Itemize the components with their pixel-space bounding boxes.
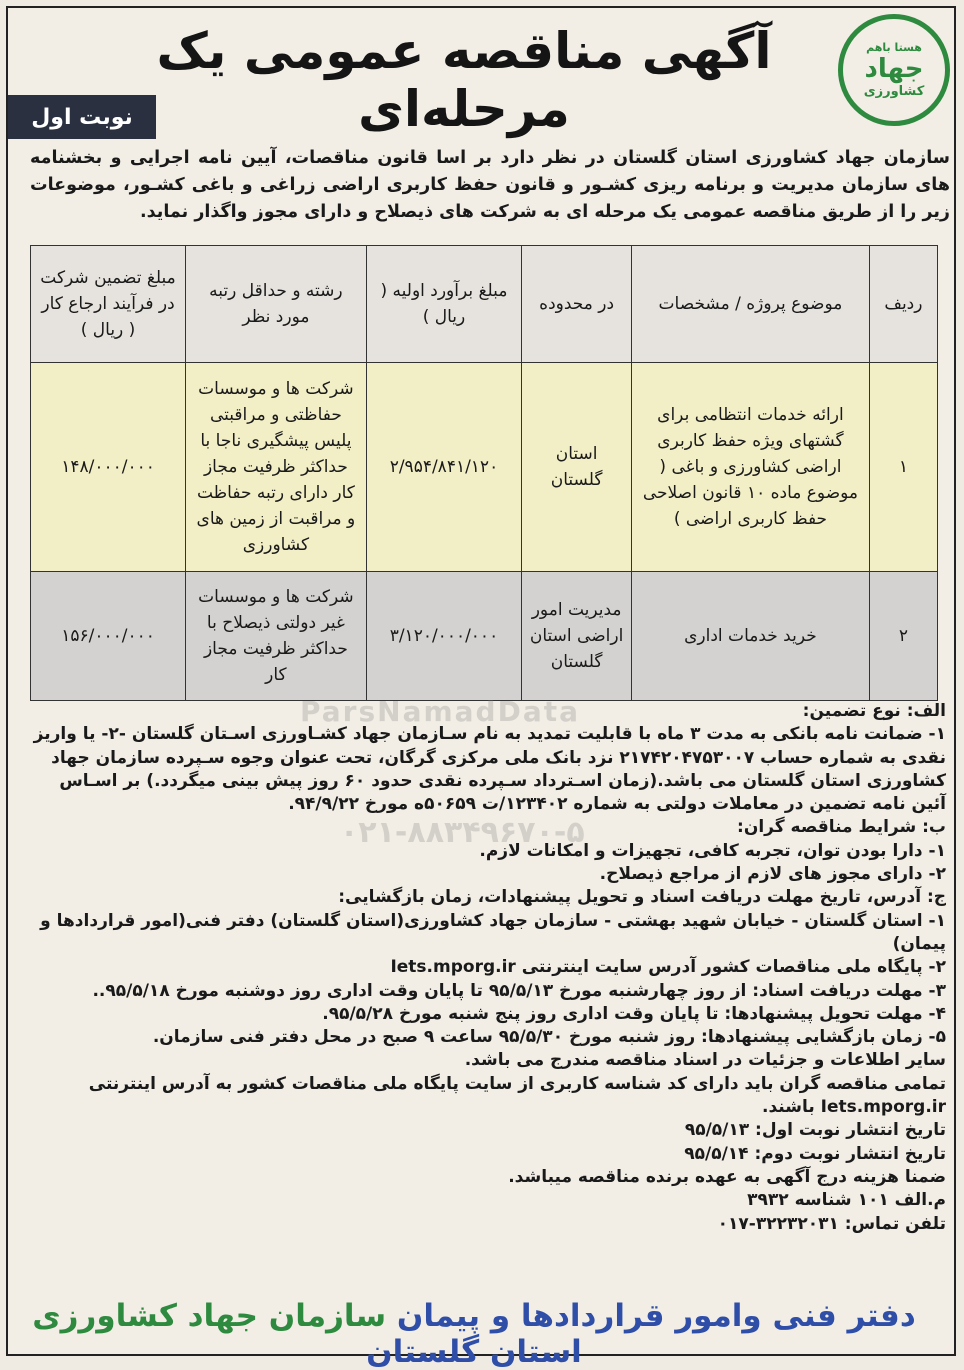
table-header-row bbox=[31, 246, 938, 363]
logo-main-text: جهاد bbox=[864, 54, 924, 84]
footer-province: استان گلستان bbox=[366, 1334, 582, 1370]
row-no: ۲ bbox=[869, 572, 937, 701]
row-estimate: ۲/۹۵۴/۸۴۱/۱۲۰ bbox=[366, 363, 521, 572]
reference-id: م.الف ۱۰۱ شناسه ۳۹۳۲ bbox=[747, 1190, 946, 1211]
intro-paragraph: سازمان جهاد کشاورزی استان گلستان در نظر دارد بر اسا قانون مناقصات، آیین نامه اجرایی و بخشنامه های سازمان مدیریت و برنامه ریزی کشـور و قانون حفظ کاربری اراضی زراغی و باغی کشـور، موضوعات زیر را از طریق مناقصه عمومی یک مرحله ای به شرکت های ذیصلاح و دارای مجوز واگذار نماید. bbox=[30, 148, 950, 222]
row-field: شرکت ها و موسسات حفاظتی و مراقبتی پلیس پیشگیری ناجا با حداکثر ظرفیت مجاز کار دارای رتبه حفاظت و مراقبت از زمین های کشاورزی bbox=[186, 363, 367, 572]
row-guarantee: ۱۵۶/۰۰۰/۰۰۰ bbox=[31, 572, 186, 701]
header-no: ردیف bbox=[869, 246, 937, 363]
logo-bottom-text: کشاورزی bbox=[863, 84, 925, 99]
row-subject: خرید خدمات اداری bbox=[632, 572, 870, 701]
footer-office: دفتر فنی وامور قراردادها و پیمان bbox=[396, 1298, 916, 1334]
conditions-heading: ب: شرایط مناقصه گران: bbox=[737, 817, 946, 838]
header-estimate: مبلغ برآورد اولیه ( ریال ) bbox=[366, 246, 521, 363]
info-line: تمامی مناقصه گران باید دارای کد شناسه کاربری از سایت پایگاه ملی مناقصات کشور به آدرس اینترنتی Iets.mporg.ir باشند. bbox=[88, 1073, 946, 1118]
address-item: ۳- مهلت دریافت اسناد: از روز چهارشنبه مورخ ۹۵/۵/۱۳ تا پایان وقت اداری روز دوشنبه مورخ ۹۵/۵/۱۸.. bbox=[92, 980, 946, 1001]
watermark-phone: ۰۲۱-۸۸۳۴۹۶۷۰-۵ bbox=[340, 815, 585, 850]
table-row bbox=[31, 363, 938, 572]
notice-title: آگهی مناقصه عمومی یک مرحله‌ای bbox=[156, 22, 772, 138]
header-guarantee: مبلغ تضمین شرکت در فرآیند ارجاع کار ( ریال ) bbox=[31, 246, 186, 363]
logo-top-text: هستا باهم bbox=[866, 41, 922, 54]
footer-org: سازمان جهاد کشاورزی bbox=[32, 1298, 387, 1334]
guarantee-heading: الف: نوع تضمین: bbox=[802, 701, 946, 721]
header-subject: موضوع پروژه / مشخصات bbox=[632, 246, 870, 363]
address-item: ۴- مهلت تحویل پیشنهادها: تا پایان وقت اداری روز پنج شنبه مورخ ۹۵/۵/۲۸. bbox=[322, 1003, 946, 1024]
guarantee-text: ۱- ضمانت نامه بانکی به مدت ۳ ماه با قابلیت تمدید به نام سـازمان جهاد کشـاورزی اسـتان گلستان -۲- یا واریز نقدی به شماره حساب ۲۱۷۴۲۰۴۷۵۳۰۰۷ نزد بانک ملی مرکزی گرگان، تحت عنوان وجوه سـپرده سازمان جهاد کشاورزی استان گلستان می باشد.(زمان اسـترداد سـپرده نقدی حدود ۶۰ روز پیش بینی میگردد.) بر اسـاس آئین نامه تضمین در معاملات دولتی به شماره ۱۲۳۴۰۲/ت ۵۰۶۵۹ه مورخ ۹۴/۹/۲۲. bbox=[33, 724, 946, 815]
row-no: ۱ bbox=[869, 363, 937, 572]
condition-item: ۱- دارا بودن توان، تجربه کافی، تجهیزات و امکانات لازم. bbox=[479, 840, 946, 861]
footer-banner bbox=[14, 1298, 934, 1370]
table-row bbox=[31, 572, 938, 701]
row-area: استان گلستان bbox=[522, 363, 632, 572]
row-guarantee: ۱۴۸/۰۰۰/۰۰۰ bbox=[31, 363, 186, 572]
address-heading: ج: آدرس، تاریخ مهلت دریافت اسناد و تحویل پیشنهادات، زمان بازگشایی: bbox=[338, 887, 946, 908]
row-area: مدیریت امور اراضی استان گلستان bbox=[522, 572, 632, 701]
publish-date-second: تاریخ انتشار نوبت دوم: ۹۵/۵/۱۴ bbox=[684, 1143, 946, 1164]
address-item: ۱- استان گلستان - خیابان شهید بهشتی - سازمان جهاد کشاورزی(استان گلستان) دفتر فنی(امور قراردادها و پیمان) bbox=[40, 910, 946, 954]
jahad-keshavarzi-logo bbox=[838, 14, 950, 126]
conditions-section bbox=[30, 700, 946, 1236]
header-field: رشته و حداقل رتبه مورد نظر bbox=[186, 246, 367, 363]
row-subject: ارائه خدمات انتظامی برای گشتهای ویژه حفظ کاربری اراضی کشاورزی و باغی ( موضوع ماده ۱۰ قانون اصلاحی حفظ کاربری اراضی ) bbox=[632, 363, 870, 572]
address-item: ۵- زمان بازگشایی پیشنهادها: روز شنبه مورخ ۹۵/۵/۳۰ ساعت ۹ صبح در محل دفتر فنی سازمان. bbox=[152, 1027, 946, 1048]
condition-item: ۲- دارای مجوز های لازم از مراجع ذیصلاح. bbox=[599, 864, 946, 885]
address-item: ۲- پایگاه ملی مناقصات کشور آدرس سایت اینترنتی Iets.mporg.ir bbox=[390, 957, 946, 978]
header-area: در محدوده bbox=[522, 246, 632, 363]
contact-phone: تلفن تماس: ۳۲۲۳۲۰۳۱-۰۱۷ bbox=[717, 1213, 946, 1234]
watermark: ParsNamadData bbox=[300, 695, 580, 728]
cost-note: ضمنا هزینه درج آگهی به عهده برنده مناقصه میباشد. bbox=[508, 1166, 946, 1187]
row-estimate: ۳/۱۲۰/۰۰۰/۰۰۰ bbox=[366, 572, 521, 701]
tender-table bbox=[30, 245, 938, 701]
publish-date-first: تاریخ انتشار نوبت اول: ۹۵/۵/۱۳ bbox=[684, 1120, 946, 1141]
info-line: سایر اطلاعات و جزئیات در اسناد مناقصه مندرج می باشد. bbox=[464, 1050, 946, 1071]
row-field: شرکت ها و موسسات غیر دولتی ذیصلاح با حداکثر ظرفیت مجاز کار bbox=[186, 572, 367, 701]
round-badge: نوبت اول bbox=[8, 95, 156, 139]
